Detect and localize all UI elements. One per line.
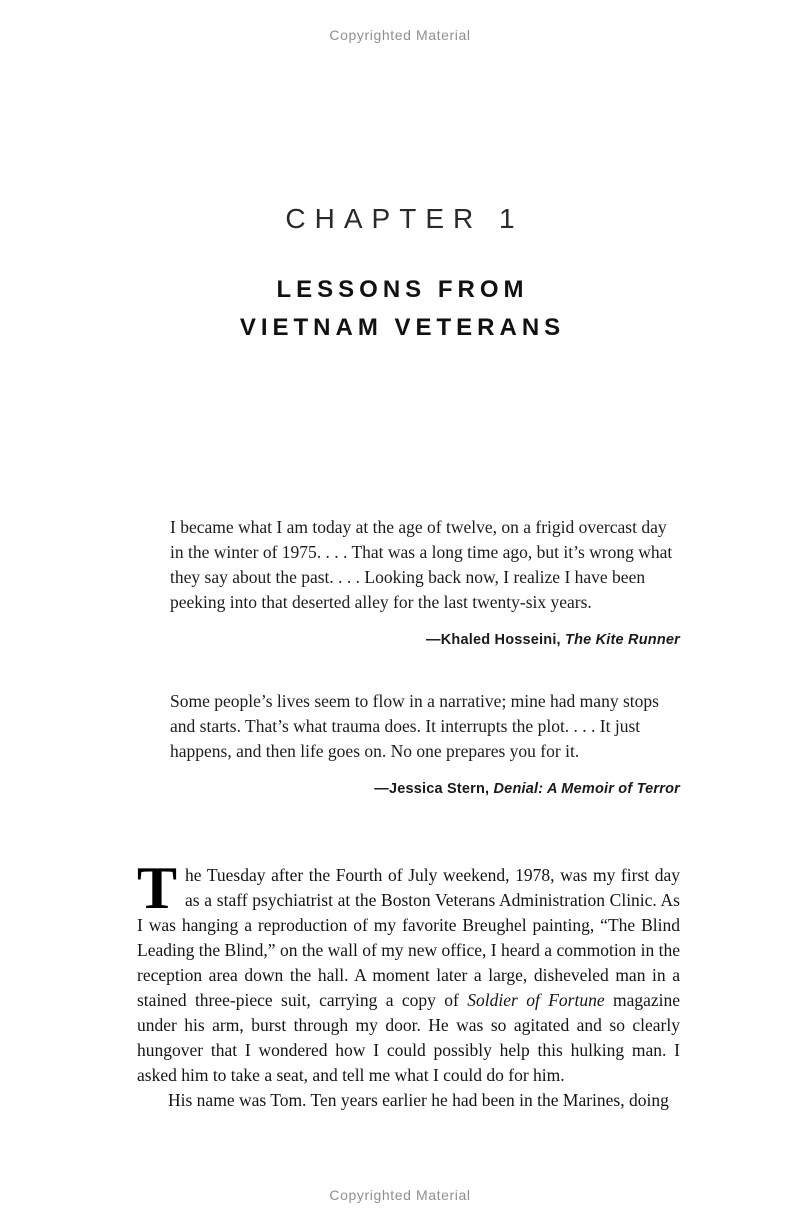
chapter-title-line-2: VIETNAM VETERANS: [239, 314, 566, 341]
epigraph-2-quote: Some people’s lives seem to flow in a narrative; mine had many stops and starts. That’s what trauma does. It interrupts the plot. . . . It just happens, and then life goes on. No one prepares you for it.: [170, 691, 659, 761]
epigraph-2-attribution-author: —Jessica Stern,: [374, 781, 494, 797]
body-paragraph-1-magazine-title: Soldier of Fortune: [467, 990, 605, 1010]
epigraph-2: [137, 689, 680, 797]
epigraph-1-attribution-work-title: The Kite Runner: [565, 632, 680, 648]
chapter-label: CHAPTER 1: [285, 203, 524, 234]
chapter-title-line-1: LESSONS FROM: [276, 276, 529, 303]
body-paragraph-2: His name was Tom. Ten years earlier he had been in the Marines, doing: [168, 1090, 669, 1110]
epigraph-2-attribution: [137, 781, 680, 797]
copyright-notice-top: Copyrighted Material: [329, 27, 471, 43]
body-paragraph-1-text: he Tuesday after the Fourth of July weekend, 1978, was my first day as a staff psychiatrist at the Boston Veterans Administration Clinic. As I was hanging a reproduction of my favorite Breughel painting, “The Blind Leading the Blind,” on the wall of my new office, I heard a commotion in the reception area down the hall. A moment later a large, disheveled man in a stained three-piece suit, carrying a copy of: [137, 865, 680, 1010]
epigraph-1: [137, 515, 680, 648]
copyright-notice-bottom: Copyrighted Material: [329, 1187, 471, 1203]
body-paragraph-1-text-continued: magazine under his arm, burst through my door. He was so agitated and so clearly hungover that I wondered how I could possibly help this hulking man. I asked him to take a seat, and tell me what I could do for him.: [137, 990, 681, 1085]
epigraph-1-attribution: [137, 632, 680, 648]
text-column: [137, 0, 680, 1113]
epigraph-1-quote: I became what I am today at the age of twelve, on a frigid overcast day in the winter of 1975. . . . That was a long time ago, but it’s wrong what they say about the past. . . . Looking back now, I realize I have been peeking into that deserted alley for the last twenty-six years.: [170, 517, 673, 612]
epigraph-2-attribution-work-title: Denial: A Memoir of Terror: [493, 781, 680, 797]
epigraph-1-attribution-author: —Khaled Hosseini,: [426, 632, 566, 648]
body-paragraph-1: [137, 855, 681, 1088]
drop-cap: T: [137, 855, 178, 921]
